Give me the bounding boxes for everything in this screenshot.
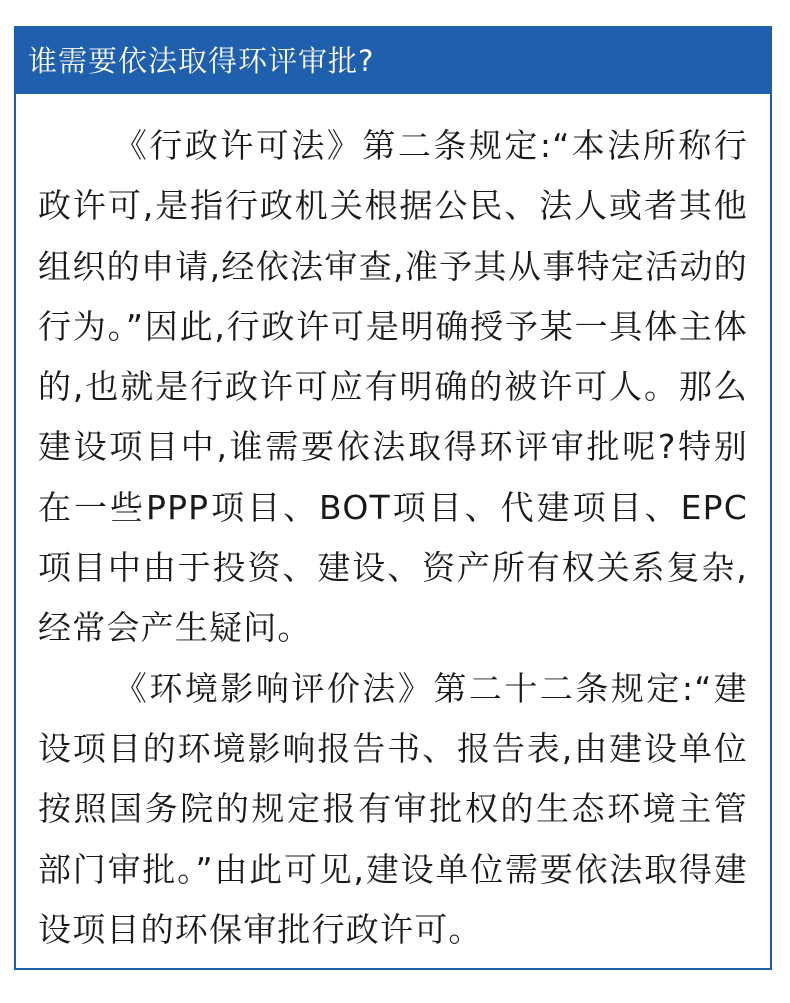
card-title: 谁需要依法取得环评审批?: [16, 28, 770, 94]
paragraph-administrative-license-law: 《行政许可法》第二条规定:“本法所称行政许可,是指行政机关根据公民、法人或者其他组织的申请,经依法审查,准予其从事特定活动的行为。”因此,行政许可是明确授予某一具体主体的,也就是行政许可应有明确的被许可人。那么建设项目中,谁需要依法取得环评审批呢?特别在一些PPP项目、BOT项目、代建项目、EPC项目中由于投资、建设、资产所有权关系复杂,经常会产生疑问。: [38, 126, 748, 648]
card-body: [16, 94, 770, 960]
paragraph-eia-law: 《环境影响评价法》第二十二条规定:“建设项目的环境影响报告书、报告表,由建设单位按照国务院的规定报有审批权的生态环境主管部门审批。”由此可见,建设单位需要依法取得建设项目的环保审批行政许可。: [38, 668, 748, 949]
info-card: [14, 26, 772, 970]
